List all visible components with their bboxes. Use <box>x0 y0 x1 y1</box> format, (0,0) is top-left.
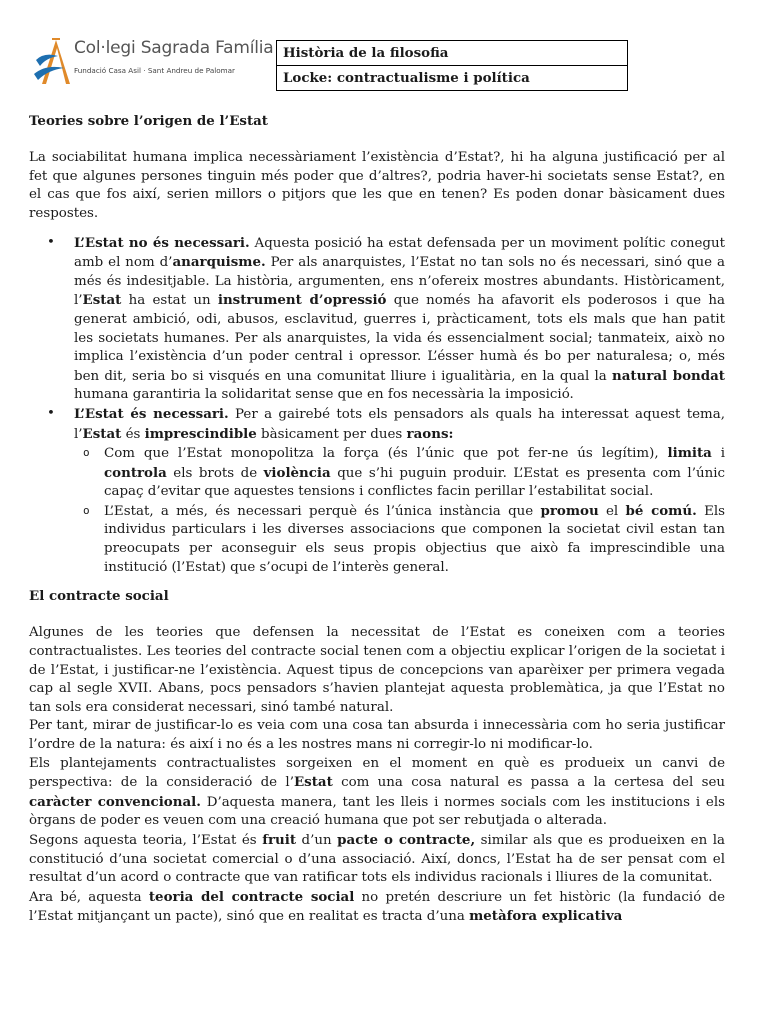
list-item-be-comu: o L’Estat, a més, és necessari perquè és l’única instància que promou el bé comú. Els individus particulars i les diverses associacions que componen la societat civil estan tan preocupats per aconseguir els seus propis objectius que això fa imprescindible una institució (l’Estat) que s’ocupi de l’interès general. <box>74 502 725 577</box>
paragraph-justificar: Per tant, mirar de justificar-lo es veia com una cosa tan absurda i innecessària com ho seria justificar l’ordre de la natura: és així i no és a les nostres mans ni corregir-lo ni modificar-lo. <box>29 718 725 752</box>
paragraph-teories-contractualistes: Algunes de les teories que defensen la necessitat de l’Estat es coneixen com a teories contractualistes. Les teories del contracte social tenen com a objectiu explicar l’origen de la societat i de l’Estat, i justificar-ne l’existència. Aquest tipus de concepcions van aparèixer per primera vegada cap al segle XVII. Abans, pocs pensadors s’havien plantejat aquesta problemàtica, ja que l’Estat no tan sols era considerat necessari, sinó també natural. <box>29 625 725 715</box>
reasons-list <box>74 444 725 577</box>
section-heading-origen-estat: Teories sobre l’origen de l’Estat <box>29 113 268 129</box>
paragraph-plantejaments: Els plantejaments contractualistes sorgeixen en el moment en què es produeix un canvi de perspectiva: de la consideració de l’Estat com una cosa natural es passa a la certesa del seu caràcter convencional. D’aquesta manera, tant les lleis i normes socials com les institucions i els òrgans de poder es veuen com una creació humana que pot ser rebutjada o alterada. <box>29 755 725 829</box>
intro-paragraph: La sociabilitat humana implica necessàriament l’existència d’Estat?, hi ha alguna justificació per al fet que algunes persones tinguin més poder que d’altres?, podria haver-hi societats sense Estat?, en el cas que fos així, serien millors o pitjors que les que en tenen? Es poden donar bàsicament dues respostes. <box>29 150 725 221</box>
subject-cell: Història de la filosofia <box>277 41 628 66</box>
topic-cell: Locke: contractualisme i política <box>277 66 628 91</box>
school-logo-icon <box>30 34 70 88</box>
school-logo <box>30 34 274 88</box>
school-subtitle: Fundació Casa Asil · Sant Andreu de Palomar <box>74 66 235 75</box>
school-name: Col·legi Sagrada Família <box>74 38 274 58</box>
section-heading-contracte-social: El contracte social <box>29 588 169 605</box>
paragraph-metafora: Ara bé, aquesta teoria del contracte social no pretén descriure un fet històric (la fundació de l’Estat mitjançant un pacte), sinó que en realitat es tracta d’una metàfora explicativa <box>29 888 725 925</box>
paragraph-pacte: Segons aquesta teoria, l’Estat és fruit d’un pacte o contracte, similar als que es produeixen en la constitució d’una societat comercial o d’una associació. Així, doncs, l’Estat ha de ser pensat com el resultat d’un acord o contracte que van ratificar tots els individus racionals i lliures de la comunitat. <box>29 831 725 886</box>
list-item-estat-no-necessari: • L’Estat no és necessari. Aquesta posició ha estat defensada per un moviment polític conegut amb el nom d’anarquisme. Per als anarquistes, l’Estat no tan sols no és necessari, sinó que a més és indesitjable. La història, argumenten, ens n’ofereix mostres abundants. Històricament, l’Estat ha estat un instrument d’opressió que només ha afavorit els poderosos i que ha generat ambició, odi, abusos, esclavitud, guerres i, pràcticament, tots els mals que han patit les societats humanes. Per als anarquistes, la vida és essencialment social; tanmateix, això no implica l’existència d’un poder central i opressor. L’ésser humà és bo per naturalesa; o, més ben dit, seria bo si visqués en una comunitat lliure i igualitària, en la qual la natural bondat humana garantiria la solidaritat sense que en fos necessària la imposició. <box>29 234 725 405</box>
list-item-violencia: o Com que l’Estat monopolitza la força (és l’únic que pot fer-ne ús legítim), limita i controla els brots de violència que s’hi puguin produir. L’Estat es presenta com l’únic capaç d’evitar que aquestes tensions i conflictes facin perillar l’estabilitat social. <box>74 444 725 502</box>
header-table <box>276 40 628 91</box>
list-item-estat-necessari: • L’Estat és necessari. Per a gairebé tots els pensadors als quals ha interessat aquest tema, l’Estat és imprescindible bàsicament per dues raons: o Com que l’Estat monopolitza la força (és l’únic que pot fer-ne ús legítim), limita i controla els brots de violència que s’hi puguin produir. L’Estat es presenta com l’únic capaç d’evitar que aquestes tensions i conflictes facin perillar l’estabilitat social. o L’Estat, a més, és necessari perquè és l’única instància que promou el bé comú. Els individus particulars i les diverses associacions que componen la societat civil estan tan preocupats per aconseguir els seus propis objectius que això fa imprescindible una institució (l’Estat) que s’ocupi de l’interès general. <box>29 405 725 577</box>
document-body <box>29 112 725 927</box>
answers-list <box>29 234 725 578</box>
